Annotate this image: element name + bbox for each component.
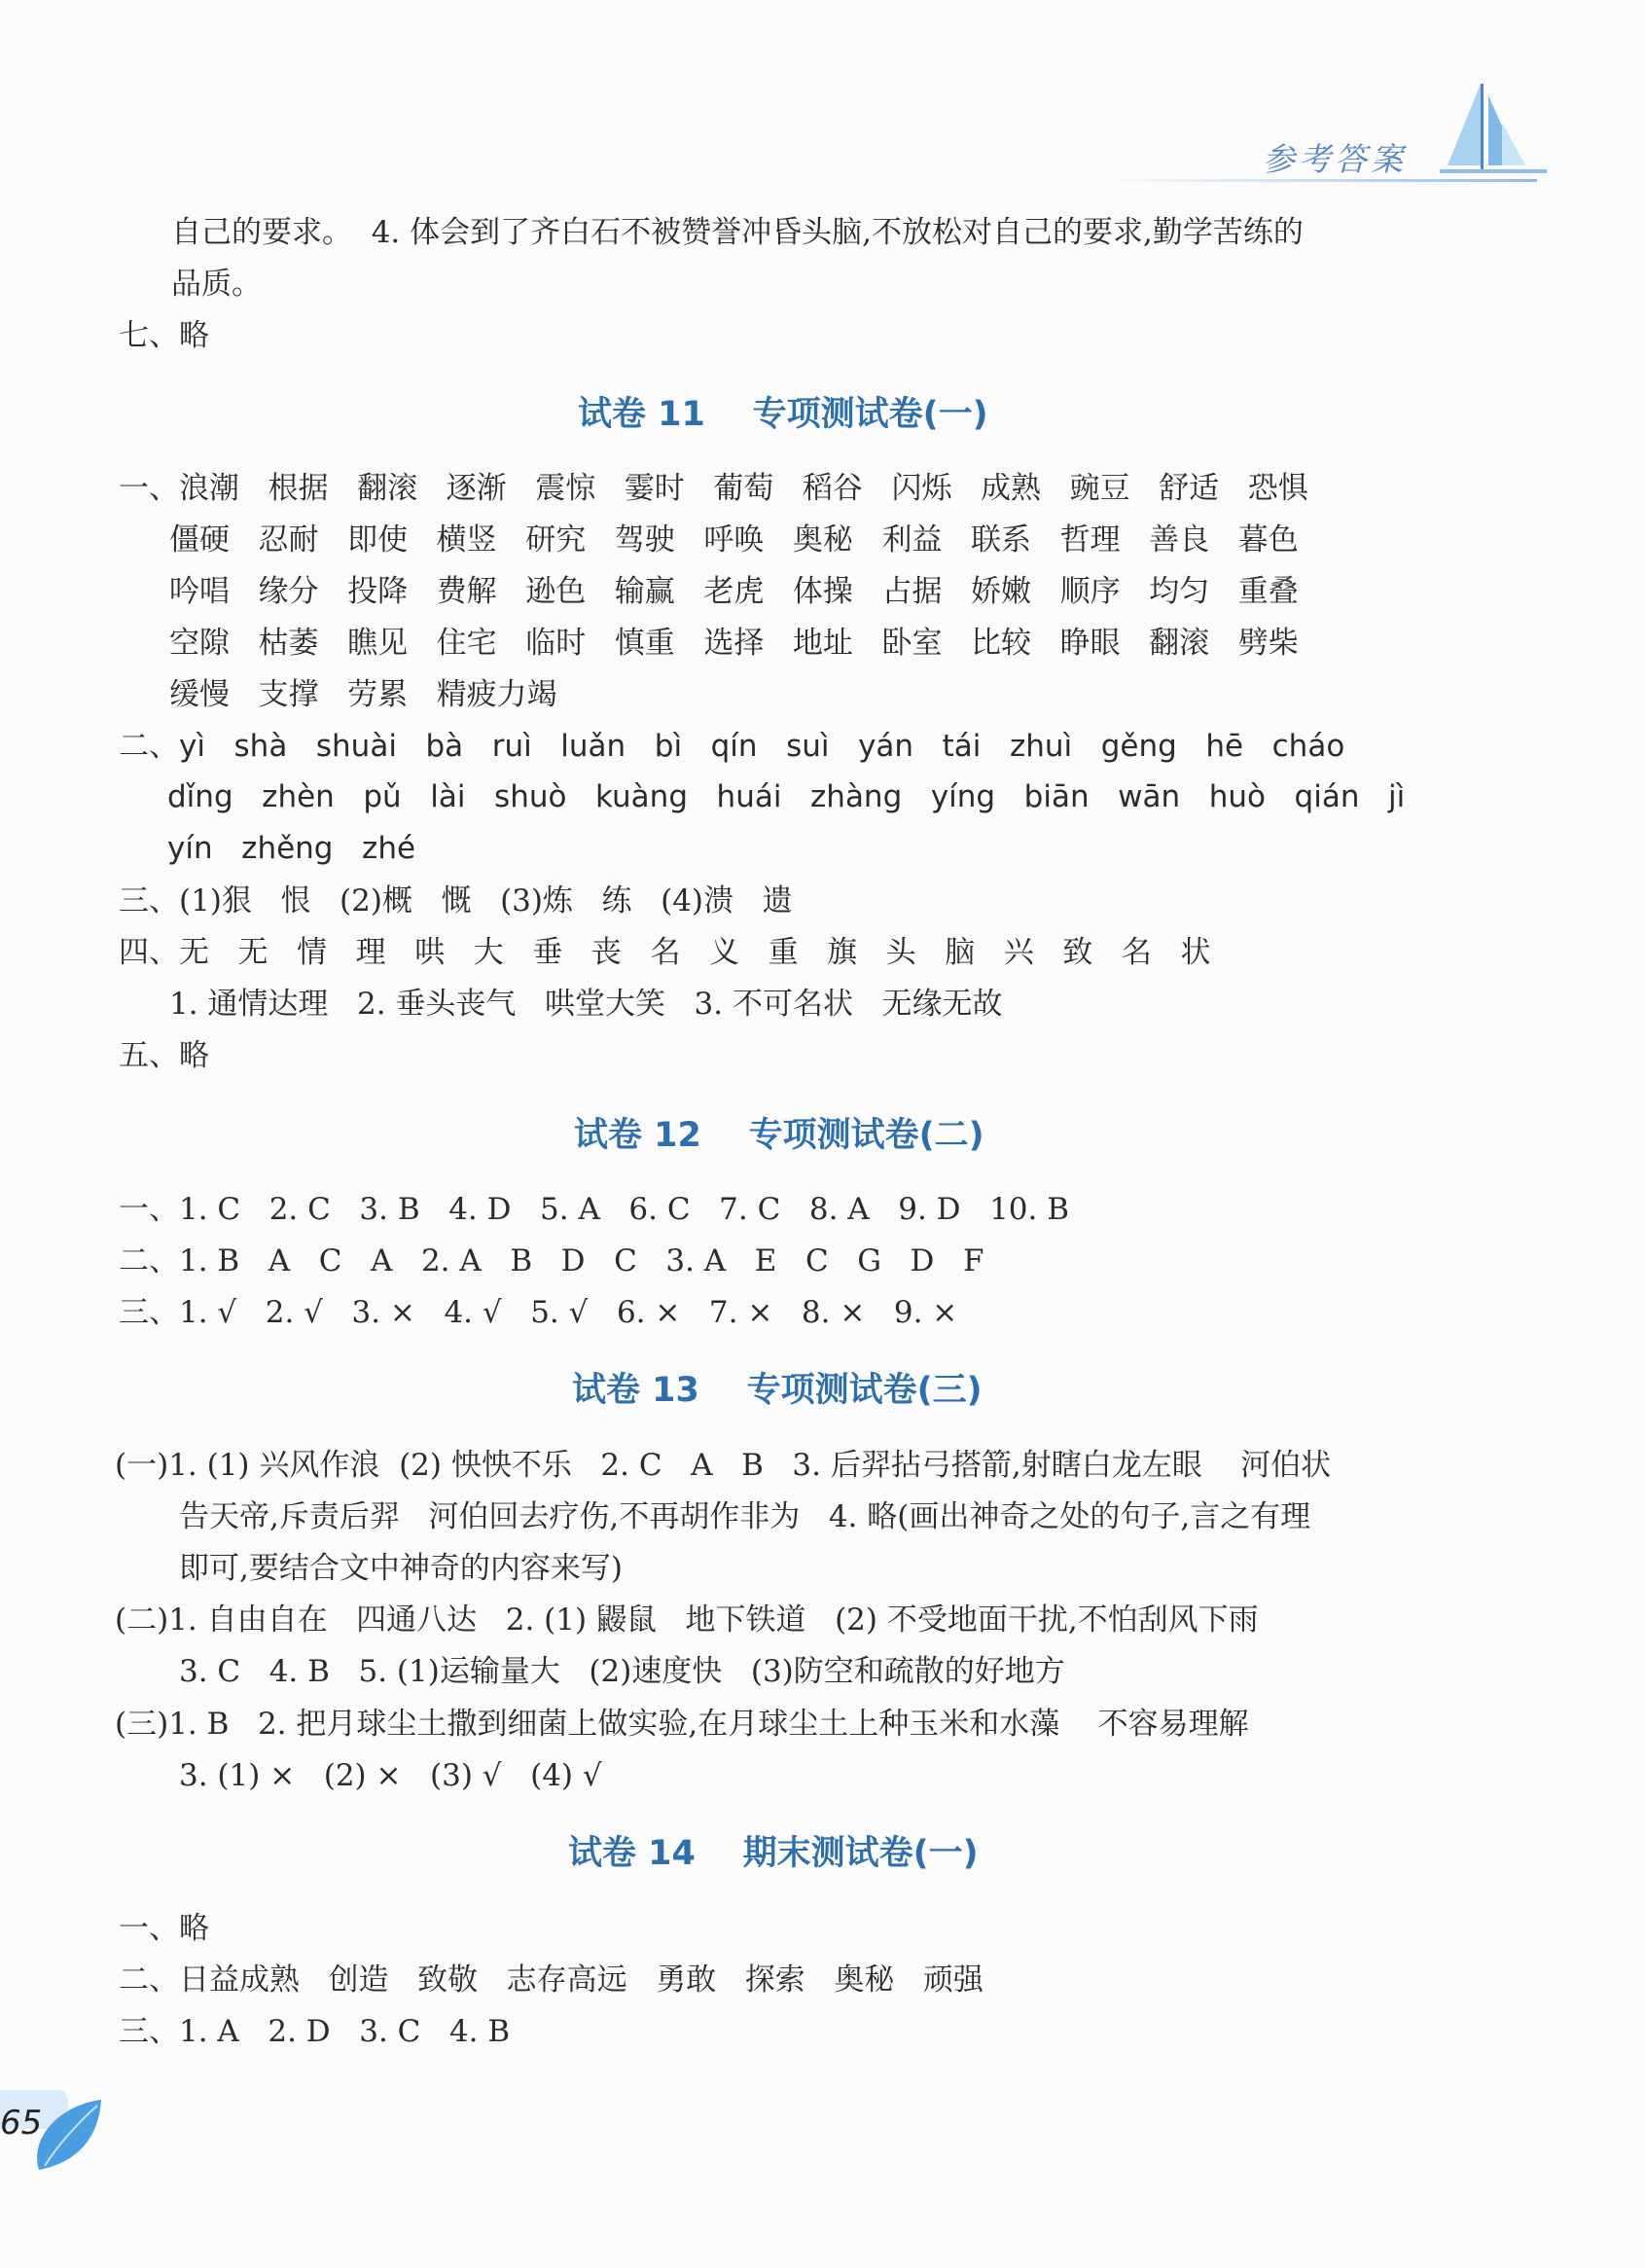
text-line: 三、1. √ 2. √ 3. × 4. √ 5. √ 6. × 7. × 8. × 9. × bbox=[119, 1295, 958, 1330]
sailboat-decoration-icon bbox=[1420, 76, 1566, 183]
text-line: (二)1. 自由自在 四通八达 2. (1) 鼹鼠 地下铁道 (2) 不受地面干扰,不怕刮风下雨 bbox=[115, 1602, 1259, 1638]
text-line: 一、略 bbox=[119, 1911, 209, 1946]
section-title: 试卷 11 专项测试卷(一) bbox=[578, 395, 988, 434]
text-line: 3. C 4. B 5. (1)运输量大 (2)速度快 (3)防空和疏散的好地方 bbox=[179, 1654, 1065, 1689]
item-prefix: 二、 bbox=[119, 729, 179, 764]
section-title: 试卷 13 专项测试卷(三) bbox=[572, 1371, 983, 1410]
text-line: 即可,要结合文中神奇的内容来写) bbox=[179, 1551, 623, 1586]
header-divider bbox=[1109, 179, 1537, 182]
text-line: 吟唱 缘分 投降 费解 逊色 输赢 老虎 体操 占据 娇嫩 顺序 均匀 重叠 bbox=[169, 574, 1299, 609]
text-line: 3. (1) × (2) × (3) √ (4) √ bbox=[179, 1758, 602, 1793]
section-title: 试卷 12 专项测试卷(二) bbox=[574, 1116, 984, 1155]
text-line: 四、无 无 情 理 哄 大 垂 丧 名 义 重 旗 头 脑 兴 致 名 状 bbox=[119, 935, 1211, 970]
section-title: 试卷 14 期末测试卷(一) bbox=[568, 1834, 979, 1873]
text-line: 品质。 bbox=[171, 267, 262, 302]
pinyin-line: yín zhěng zhé bbox=[167, 831, 416, 866]
text-line: 自己的要求。 4. 体会到了齐白石不被赞誉冲昏头脑,不放松对自己的要求,勤学苦练的 bbox=[171, 215, 1304, 250]
text-line: 二、日益成熟 创造 致敬 志存高远 勇敢 探索 奥秘 顽强 bbox=[119, 1962, 983, 1998]
text-line bbox=[119, 729, 1345, 764]
pinyin-line: dǐng zhèn pǔ lài shuò kuàng huái zhàng yíng biān wān huò qián jì bbox=[167, 779, 1406, 814]
text-line: 空隙 枯萎 瞧见 住宅 临时 慎重 选择 地址 卧室 比较 睁眼 翻滚 劈柴 bbox=[169, 626, 1299, 661]
text-line: 僵硬 忍耐 即使 横竖 研究 驾驶 呼唤 奥秘 利益 联系 哲理 善良 暮色 bbox=[169, 522, 1299, 558]
text-line: 1. 通情达理 2. 垂头丧气 哄堂大笑 3. 不可名状 无缘无故 bbox=[169, 987, 1003, 1022]
text-line: 告天帝,斥责后羿 河伯回去疗伤,不再胡作非为 4. 略(画出神奇之处的句子,言之有理 bbox=[179, 1499, 1311, 1534]
text-line: 七、略 bbox=[119, 318, 209, 353]
text-line: 五、略 bbox=[119, 1038, 209, 1073]
answer-key-header: 参考答案 bbox=[1263, 140, 1407, 178]
text-line: 一、1. C 2. C 3. B 4. D 5. A 6. C 7. C 8. A 9. D 10. B bbox=[119, 1192, 1070, 1227]
text-line: 缓慢 支撑 劳累 精疲力竭 bbox=[169, 677, 557, 712]
text-line: 二、1. B A C A 2. A B D C 3. A E C G D F bbox=[119, 1243, 984, 1278]
page-number: 65 bbox=[0, 2104, 43, 2142]
text-line: 一、浪潮 根据 翻滚 逐渐 震惊 霎时 葡萄 稻谷 闪烁 成熟 豌豆 舒适 恐惧 bbox=[119, 471, 1308, 506]
text-line: (一)1. (1) 兴风作浪 (2) 怏怏不乐 2. C A B 3. 后羿拈弓搭箭,射瞎白龙左眼 河伯状 bbox=[115, 1448, 1332, 1483]
text-line: (三)1. B 2. 把月球尘土撒到细菌上做实验,在月球尘土上种玉米和水藻 不容易理解 bbox=[115, 1707, 1249, 1742]
text-line: 三、1. A 2. D 3. C 4. B bbox=[119, 2014, 511, 2049]
text-line: 三、(1)狠 恨 (2)概 慨 (3)炼 练 (4)溃 遗 bbox=[119, 883, 793, 918]
pinyin-line: yì shà shuài bà ruì luǎn bì qín suì yán tái zhuì gěng hē cháo bbox=[179, 729, 1345, 764]
